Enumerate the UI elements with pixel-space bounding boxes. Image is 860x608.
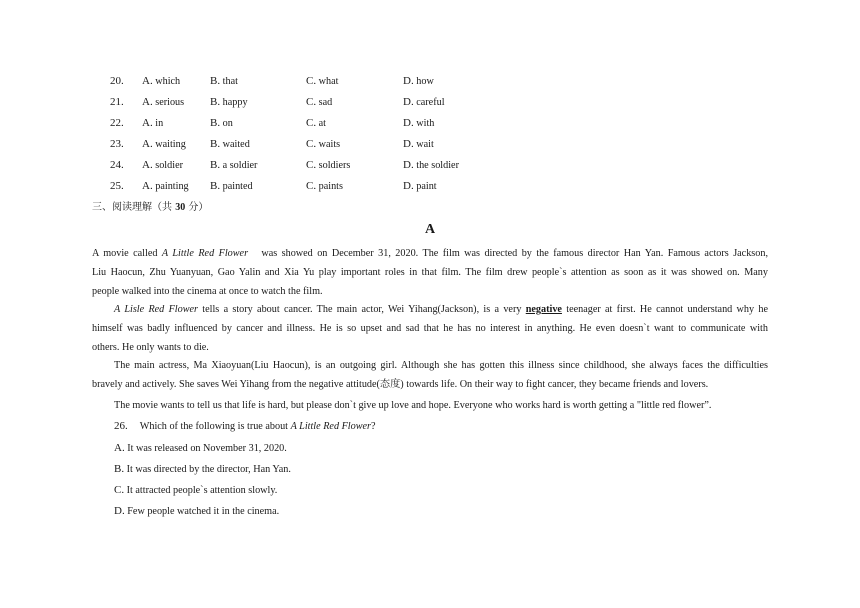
- paragraph-line: The main actress, Ma Xiaoyuan(Liu Haocun), is an outgoing girl. Although she has gotten this illness since childhood, she always faces the difficulties: [114, 360, 768, 371]
- option-c: C. paints: [306, 180, 343, 192]
- highlighted-word: negative: [525, 304, 562, 315]
- option-a: A. painting: [142, 180, 189, 192]
- film-title: A Little Red Flower: [290, 421, 372, 432]
- option-d: D. how: [403, 75, 434, 87]
- paragraph-line: himself was badly influenced by cancer and illness. He is so upset and sad that he has no interest in anything. He even doesn`t want to communicate with: [92, 323, 768, 334]
- section-heading: 三、阅读理解（共 30 分）: [92, 202, 209, 213]
- option-d: D. careful: [403, 96, 445, 108]
- paragraph-line: bravely and actively. She saves Wei Yihang from the negative attitude(态度) towards life. On their way to fight cancer, they became friends and lovers.: [92, 379, 709, 390]
- question-26: 26. Which of the following is true about A Little Red Flower?: [114, 420, 376, 432]
- answer-option-c: C. It attracted people`s attention slowly.: [114, 484, 278, 496]
- option-c: C. soldiers: [306, 159, 351, 171]
- answer-option-b: B. It was directed by the director, Han Yan.: [114, 463, 291, 475]
- film-title: A Little Red Flower: [161, 248, 249, 259]
- option-b: B. waited: [210, 138, 250, 150]
- option-c: C. at: [306, 117, 326, 129]
- passage-title: A: [424, 222, 436, 237]
- option-b: B. painted: [210, 180, 253, 192]
- answer-option-d: D. Few people watched it in the cinema.: [114, 505, 280, 517]
- option-d: D. with: [403, 117, 435, 129]
- option-b: B. on: [210, 117, 233, 129]
- option-a: A. which: [142, 75, 181, 87]
- question-number: 23.: [110, 138, 124, 150]
- option-d: D. the soldier: [403, 159, 459, 171]
- option-a: A. waiting: [142, 138, 186, 150]
- film-title: A Lisle Red Flower: [114, 304, 198, 315]
- question-number: 21.: [110, 96, 124, 108]
- paragraph-line: Liu Haocun, Zhu Yuanyuan, Gao Yalin and Xia Yu play important roles in that film. The film drew people`s attention as soon as it was showed on. Many: [92, 267, 768, 278]
- option-d: D. paint: [403, 180, 437, 192]
- question-number: 24.: [110, 159, 124, 171]
- question-number: 22.: [110, 117, 124, 129]
- paragraph-line: others. He only wants to die.: [92, 342, 209, 353]
- paragraph-line: The movie wants to tell us that life is hard, but please don`t give up love and hope. Everyone who works hard is worth getting a "little red flower”.: [114, 400, 712, 411]
- paragraph-line: A Lisle Red Flower tells a story about cancer. The main actor, Wei Yihang(Jackson), is a very negative teenager at first. He cannot understand why he: [114, 304, 769, 315]
- option-b: B. that: [210, 75, 238, 87]
- option-c: C. sad: [306, 96, 333, 108]
- question-number: 25.: [110, 180, 124, 192]
- answer-option-a: A. It was released on November 31, 2020.: [114, 442, 287, 454]
- option-a: A. serious: [142, 96, 185, 108]
- paragraph-line: people walked into the cinema at once to watch the film.: [92, 286, 323, 297]
- option-c: C. waits: [306, 138, 341, 150]
- option-d: D. wait: [403, 138, 434, 150]
- option-a: A. soldier: [142, 159, 183, 171]
- paragraph-line: A movie called A Little Red Flower was showed on December 31, 2020. The film was directed by the famous director Han Yan. Famous actors Jackson,: [92, 248, 768, 259]
- option-b: B. happy: [210, 96, 248, 108]
- option-c: C. what: [306, 75, 339, 87]
- option-a: A. in: [142, 117, 164, 129]
- question-number: 20.: [110, 75, 124, 87]
- option-b: B. a soldier: [210, 159, 258, 171]
